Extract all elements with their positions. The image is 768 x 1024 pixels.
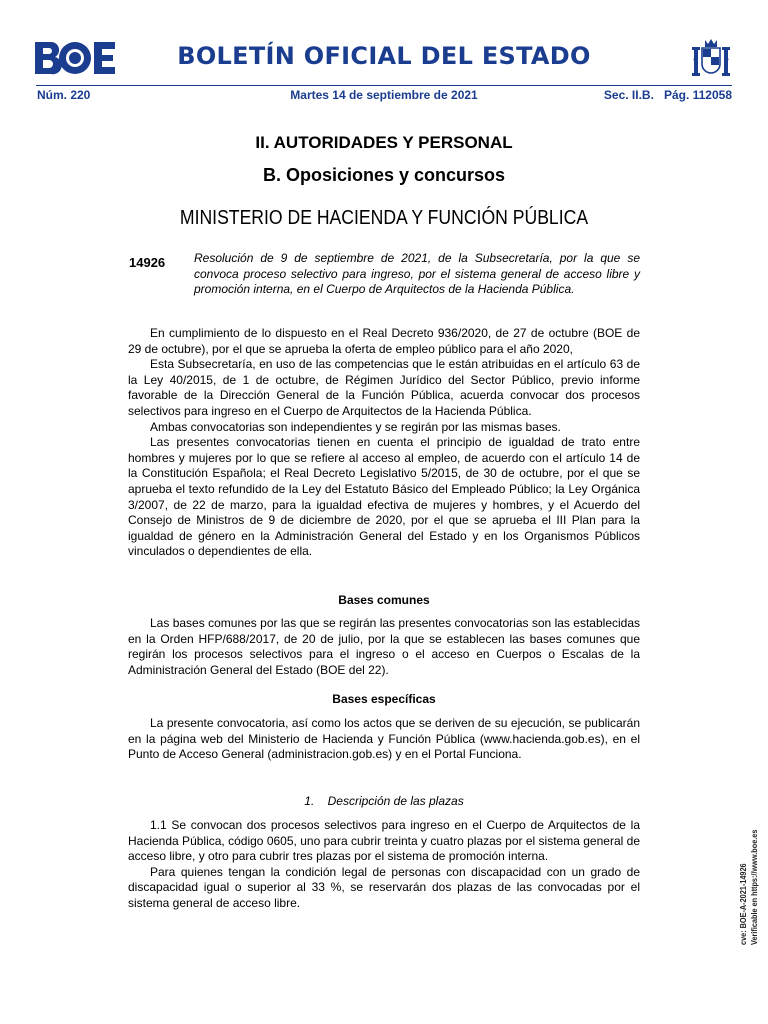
paragraph: En cumplimiento de lo dispuesto en el Real Decreto 936/2020, de 27 de octubre (BOE de 29 de octubre), por el que se aprueba la oferta de empleo público para el año 2020, <box>128 326 640 356</box>
verification-url: Verificable en https://www.boe.es <box>749 829 759 945</box>
cve-code: cve: BOE-A-2021-14926 <box>738 863 748 945</box>
paragraph: 1.1 Se convocan dos procesos selectivos para ingreso en el Cuerpo de Arquitectos de la Hacienda Pública, código 0605, uno para cubrir treinta y cuatro plazas por el sistema general de acceso libre, y otro para cubrir tres plazas por el sistema de promoción interna. <box>128 818 640 864</box>
paragraph: Las presentes convocatorias tienen en cuenta el principio de igualdad de trato entre hombres y mujeres por lo que se refiere al acceso al empleo, de acuerdo con el artículo 14 de la Constitución Española; el Real Decreto Legislativo 5/2015, de 30 de octubre, por el que se aprueba el texto refundido de la Ley del Estatuto Básico del Empleado Público; la Ley Orgánica 3/2007, de 22 de marzo, para la igualdad efectiva de mujeres y hombres, y el Acuerdo del Consejo de Ministros de 9 de diciembre de 2020, por el que se aprueba el III Plan para la igualdad de género en la Administración General del Estado y en los Organismos Públicos vinculados o dependientes de ella. <box>128 435 640 559</box>
disposition-number: 14926 <box>129 255 166 270</box>
bases-comunes-block <box>128 616 640 678</box>
header-rule <box>36 85 732 86</box>
bases-comunes-heading-block <box>128 593 640 609</box>
descripcion-heading-block <box>128 794 640 810</box>
paragraph: La presente convocatoria, así como los actos que se deriven de su ejecución, se publicarán en la página web del Ministerio de Hacienda y Función Pública (www.hacienda.gob.es), en el Punto de Acceso General (administracion.gob.es) y en el Portal Funciona. <box>128 716 640 762</box>
coat-of-arms-icon <box>689 36 733 80</box>
intro-block <box>128 326 640 560</box>
descripcion-heading: 1. Descripción de las plazas <box>304 794 464 808</box>
page-label: Pág. 112058 <box>663 88 732 102</box>
paragraph: Ambas convocatorias son independientes y se regirán por las mismas bases. <box>150 419 561 434</box>
descripcion-block <box>128 818 640 912</box>
section-subtitle: B. Oposiciones y concursos <box>262 165 506 185</box>
bases-especificas-heading: Bases específicas <box>332 692 436 706</box>
paragraph: Para quienes tengan la condición legal de personas con discapacidad con un grado de discapacidad igual o superior al 33 %, se reservarán dos plazas de las convocadas por el sistema general de acceso libre. <box>128 864 640 910</box>
issue-number: Núm. 220 <box>37 88 91 102</box>
bases-especificas-block <box>128 716 640 763</box>
issue-date: Martes 14 de septiembre de 2021 <box>290 88 478 102</box>
disposition-title: Resolución de 9 de septiembre de 2021, de la Subsecretaría, por la que se convoca proceso selectivo para ingreso, por el sistema general de acceso libre y promoción interna, en el Cuerpo de Arquitectos de la Hacienda Pública. <box>194 251 640 297</box>
section-title: II. AUTORIDADES Y PERSONAL <box>255 133 513 152</box>
bases-especificas-heading-block <box>128 692 640 708</box>
section-page <box>604 88 732 102</box>
masthead-title: BOLETÍN OFICIAL DEL ESTADO <box>177 42 591 70</box>
paragraph: Esta Subsecretaría, en uso de las competencias que le están atribuidas en el artículo 63 de la Ley 40/2015, de 1 de octubre, de Régimen Jurídico del Sector Público, previo informe favorable de la Dirección General de la Función Pública, acuerda convocar dos procesos selectivos para ingreso en el Cuerpo de Arquitectos de la Hacienda Pública. <box>128 357 640 418</box>
section-label: Sec. II.B. <box>603 88 654 102</box>
ministry-heading: MINISTERIO DE HACIENDA Y FUNCIÓN PÚBLICA <box>179 207 589 229</box>
verification-note <box>738 809 760 945</box>
bases-comunes-heading: Bases comunes <box>338 593 430 607</box>
paragraph: Las bases comunes por las que se regirán las presentes convocatorias son las establecidas en la Orden HFP/688/2017, de 20 de julio, por la que se establecen las bases comunes que regirán los procesos selectivos para el ingreso o el acceso en Cuerpos o Escalas de la Administración General del Estado (BOE del 22). <box>128 616 640 677</box>
